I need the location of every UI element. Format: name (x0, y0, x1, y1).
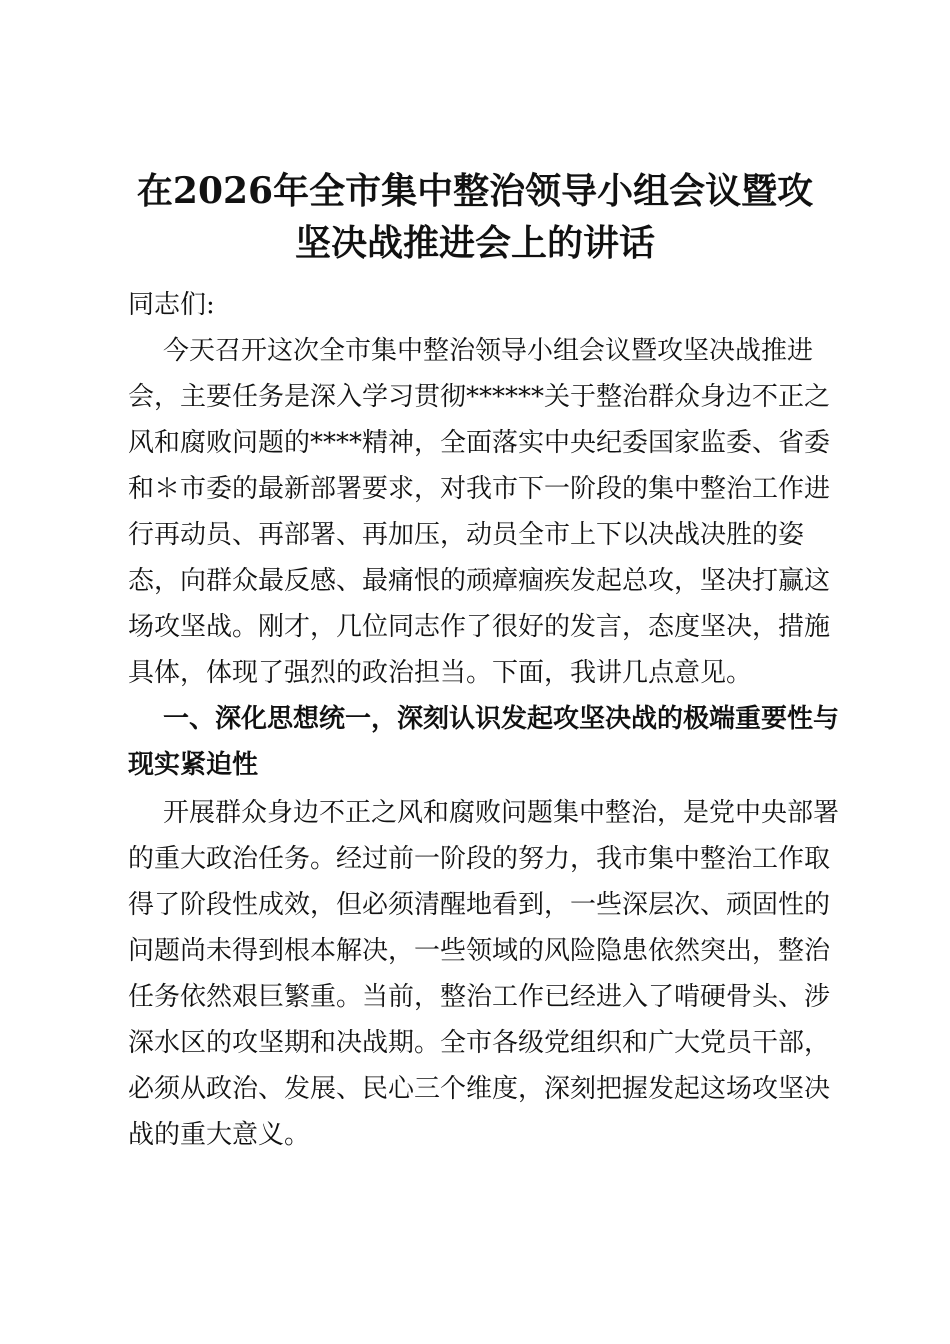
section-1-line: 开展群众身边不正之风和腐败问题集中整治，是党中央部署 (163, 798, 840, 828)
section-1-heading-line: 一、深化思想统一，深刻认识发起攻坚决战的极端重要性与 (163, 704, 840, 734)
section-1-line: 问题尚未得到根本解决，一些领域的风险隐患依然突出，整治 (128, 936, 831, 966)
document-title-line-2: 坚决战推进会上的讲话 (294, 222, 655, 264)
section-1-line: 任务依然艰巨繁重。当前，整治工作已经进入了啃硬骨头、涉 (128, 982, 831, 1012)
intro-line: 行再动员、再部署、再加压，动员全市上下以决战决胜的姿 (128, 520, 805, 550)
section-1-heading-line: 现实紧迫性 (128, 750, 259, 780)
section-1-line: 的重大政治任务。经过前一阶段的努力，我市集中整治工作取 (128, 844, 831, 874)
section-1-line: 战的重大意义。 (128, 1120, 311, 1150)
document-title-line-1: 在2026年全市集中整治领导小组会议暨攻 (136, 170, 814, 212)
section-1-line: 必须从政治、发展、民心三个维度，深刻把握发起这场攻坚决 (128, 1074, 831, 1104)
intro-line: 会，主要任务是深入学习贯彻******关于整治群众身边不正之 (128, 382, 831, 412)
section-1-line: 深水区的攻坚期和决战期。全市各级党组织和广大党员干部， (128, 1028, 831, 1058)
section-1-line: 得了阶段性成效，但必须清醒地看到，一些深层次、顽固性的 (128, 890, 831, 920)
intro-line: 态，向群众最反感、最痛恨的顽瘴痼疾发起总攻，坚决打赢这 (128, 566, 831, 596)
intro-line: 今天召开这次全市集中整治领导小组会议暨攻坚决战推进 (163, 336, 814, 366)
salutation: 同志们: (128, 290, 215, 320)
intro-line: 具体，体现了强烈的政治担当。下面，我讲几点意见。 (128, 658, 753, 688)
intro-line: 风和腐败问题的****精神，全面落实中央纪委国家监委、省委 (128, 428, 831, 458)
intro-line: 和＊市委的最新部署要求，对我市下一阶段的集中整治工作进 (128, 474, 831, 504)
intro-line: 场攻坚战。刚才，几位同志作了很好的发言，态度坚决，措施 (128, 612, 831, 642)
